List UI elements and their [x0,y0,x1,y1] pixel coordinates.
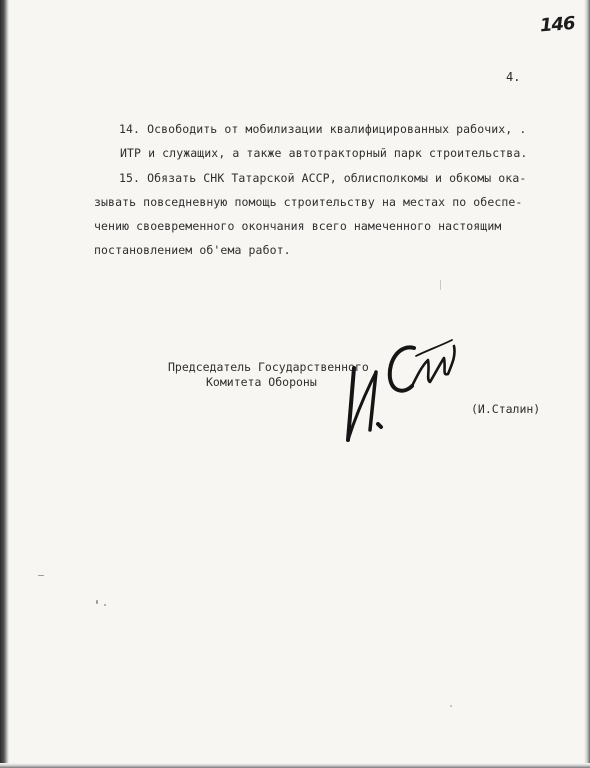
paragraph-15 [0,166,590,313]
scan-right-edge [584,0,590,768]
archive-page-number: 146 [539,13,576,37]
scan-bottom-edge [0,763,590,768]
paragraph-15-line-2: зывать повседневную помощь строительству на местах по обеспе- [94,195,523,209]
handwritten-signature [330,320,470,450]
scan-speck [38,575,44,576]
scan-speck [96,600,98,604]
signatory-name: (И.Сталин) [471,402,541,416]
paragraph-14-line-1: 14. Освободить от мобилизации квалифицированных рабочих, . [119,122,527,136]
scan-speck [104,604,106,606]
signatory-title-line-1: Председатель Государственного [168,360,369,374]
paragraph-15-line-3: чению своевременного окончания всего намеченного настоящим [94,219,502,233]
scan-left-edge [0,0,9,768]
paragraph-15-line-4: постановлением об'ема работ. [94,243,291,257]
paragraph-15-line-1: 15. Обязать СНК Татарской АССР, облисполкомы и обкомы ока- [119,171,527,185]
page-number: 4. [506,70,521,84]
signatory-title-line-2: Комитета Обороны [206,375,317,389]
paragraph-14-line-2: ИТР и служащих, а также автотракторный парк строительства. [120,146,528,160]
scan-speck [450,705,452,707]
scan-speck [440,280,441,290]
